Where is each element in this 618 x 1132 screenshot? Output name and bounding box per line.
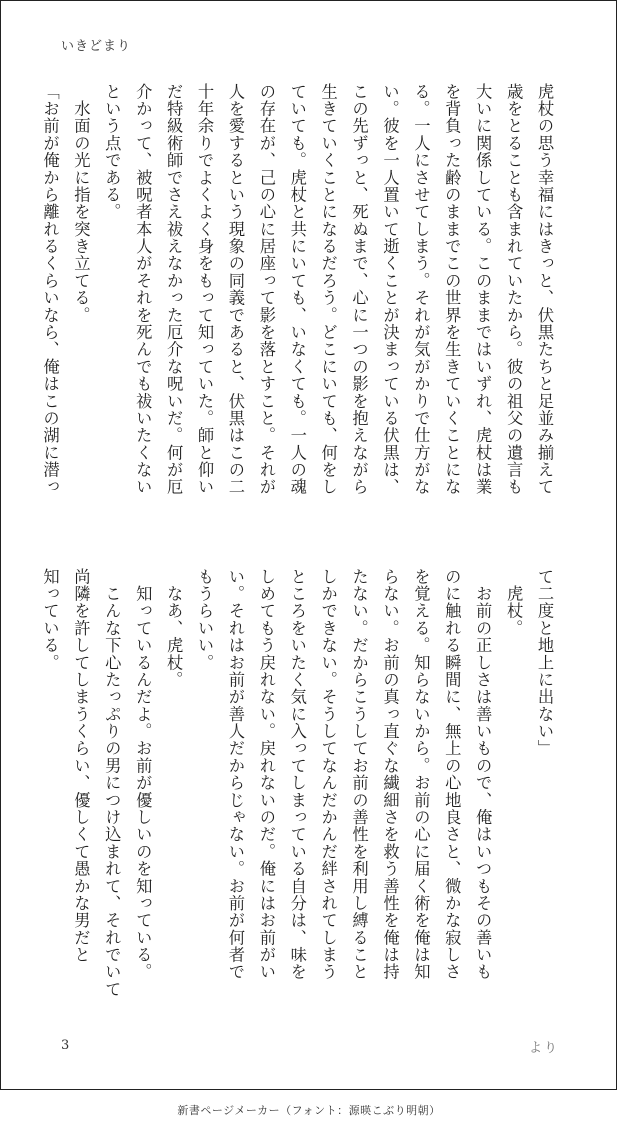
- text-line: だ特級術師でさえ祓えなかった厄介な呪いだ。何が厄: [164, 83, 184, 496]
- text-line: しかできない。そうしてなんだかんだ絆されてしまう: [318, 568, 338, 981]
- text-line: こんな下心たっぷりの男につけ込まれて、それでいて: [102, 568, 122, 998]
- page-number: 3: [61, 1038, 70, 1053]
- text-block-top: [34, 83, 559, 533]
- text-line: の存在が、己の心に居座って影を落とすこと。それが: [256, 83, 276, 496]
- text-line: 「お前が俺から離れるくらいなら、俺はこの湖に潜っ: [40, 83, 60, 496]
- text-line: い。それはお前が善人だからじゃない。お前が何者で: [225, 568, 245, 981]
- text-line: という点である。: [102, 83, 122, 221]
- text-line: なあ、虎杖。: [164, 568, 184, 689]
- text-line: たない。だからこうしてお前の善性を利用し縛ること: [349, 568, 369, 981]
- text-line: 知っている。: [40, 568, 60, 672]
- text-line: 介かって、被呪者本人がそれを死んでも祓いたくない: [133, 83, 153, 496]
- text-line: 虎杖の思う幸福にはきっと、伏黒たちと足並み揃えて: [535, 83, 554, 496]
- text-line: ところをいたく気に入ってしまっている自分は、味を: [287, 568, 307, 981]
- text-line: い。彼を一人置いて逝くことが決まっている伏黒は、: [380, 83, 400, 496]
- text-line: もうらいい。: [195, 568, 215, 672]
- text-line: 知っているんだよ。お前が優しいのを知っている。: [133, 568, 153, 981]
- text-line: る。一人にさせてしまう。それが気がかりで仕方がな: [411, 83, 431, 496]
- text-line: 人を愛するという現象の同義であると、伏黒はこの二: [225, 83, 245, 496]
- author-label: より: [529, 1041, 560, 1056]
- text-line: のに触れる瞬間に、無上の心地良さと、微かな寂しさ: [442, 568, 462, 981]
- text-line: 十年余りでよくよく身をもって知っていた。師と仰い: [195, 83, 215, 496]
- text-block-bottom: [34, 568, 559, 1018]
- text-line: 生きていくことになるだろう。どこにいても、何をし: [318, 83, 338, 496]
- text-line: を覚える。知らないから。お前の心に届く術を俺は知: [411, 568, 431, 981]
- text-line: しめてもう戻れない。戻れないのだ。俺にはお前がい: [256, 568, 276, 981]
- text-line: 大いに関係している。このままではいずれ、虎杖は業: [473, 83, 493, 496]
- text-line: 虎杖。: [504, 568, 524, 637]
- text-line: この先ずっと、死ぬまで、心に一つの影を抱えながら: [349, 83, 369, 496]
- footer-caption: 新書ページメーカー（フォント：源暎こぶり明朝）: [177, 1104, 441, 1117]
- header-title: いきどまり: [61, 39, 132, 54]
- text-line: 歳をとることも含まれていたから。彼の祖父の遺言も: [504, 83, 524, 496]
- text-line: 尚隣を許してしまうくらい、優しくて愚かな男だと: [71, 568, 91, 964]
- text-line: 水面の光に指を突き立てる。: [71, 83, 91, 324]
- text-line: お前の正しさは善いもので、俺はいつもその善いも: [473, 568, 493, 981]
- text-line: ていても。虎杖と共にいても、いなくても。一人の魂: [287, 83, 307, 496]
- text-line: を背負った齢のままでこの世界を生きていくことにな: [442, 83, 462, 496]
- text-line: らない。お前の真っ直ぐな繊細さを救う善性を俺は持: [380, 568, 400, 981]
- text-line: て二度と地上に出ない」: [535, 568, 554, 758]
